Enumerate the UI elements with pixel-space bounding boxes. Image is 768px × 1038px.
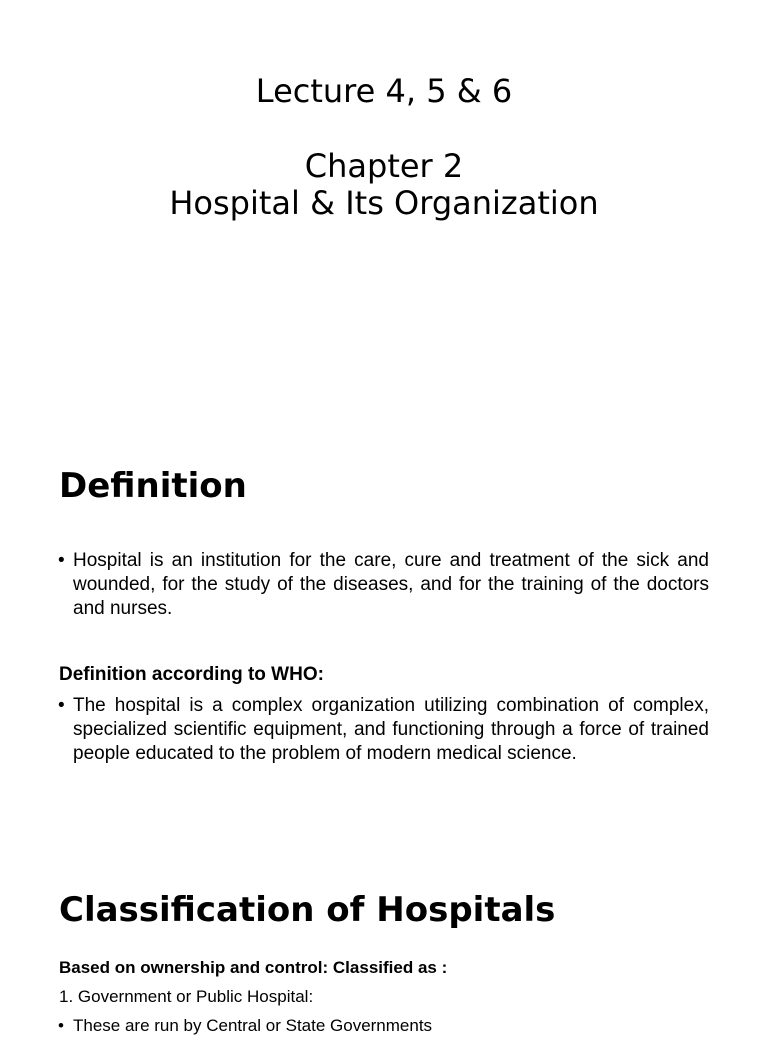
lecture-title: Lecture 4, 5 & 6 <box>255 72 513 110</box>
who-definition-subheading: Definition according to WHO: <box>59 664 324 685</box>
classification-slide <box>0 864 768 1035</box>
who-definition-bullet: • The hospital is a complex organization utilizing combination of complex, specialized scientific equipment, and functioning through a force of trained people educated to the problem of modern medical science. <box>73 694 709 767</box>
list-item: 1. Government or Public Hospital: <box>59 987 314 1006</box>
chapter-subtitle: Hospital & Its Organization <box>169 184 599 222</box>
definition-bullet: • Hospital is an institution for the care, cure and treatment of the sick and wounded, for the study of the diseases, and for the training of the doctors and nurses. <box>73 549 709 622</box>
definition-heading: Definition <box>59 466 247 506</box>
ownership-subheading: Based on ownership and control: Classified as : <box>59 958 448 977</box>
classification-heading: Classification of Hospitals <box>59 890 556 930</box>
title-slide <box>0 0 768 432</box>
definition-slide <box>0 432 768 864</box>
list-bullet: • These are run by Central or State Governments <box>73 1014 709 1038</box>
chapter-title: Chapter 2 <box>304 147 464 185</box>
